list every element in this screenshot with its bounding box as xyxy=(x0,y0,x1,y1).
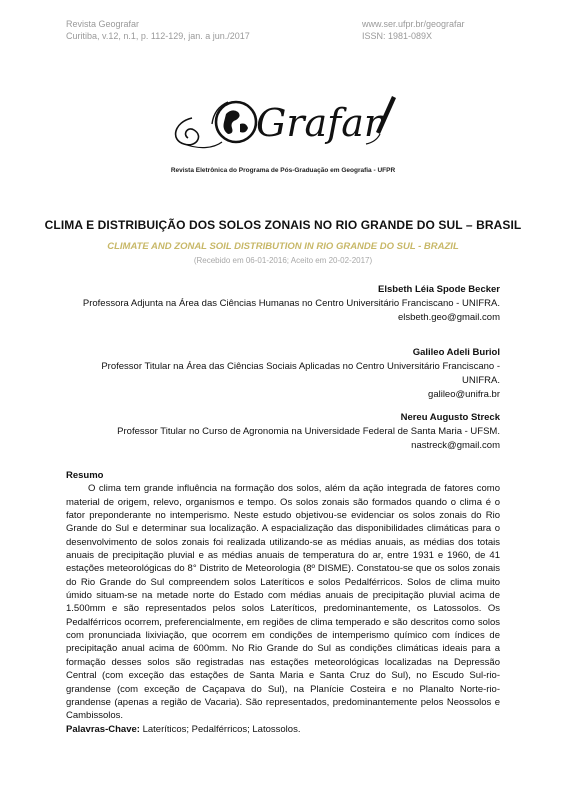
author-name: Galileo Adeli Buriol xyxy=(412,347,500,358)
article-title: CLIMA E DISTRIBUIÇÃO DOS SOLOS ZONAIS NO RIO GRANDE DO SUL – BRASIL xyxy=(44,218,522,232)
journal-url[interactable]: www.ser.ufpr.br/geografar xyxy=(362,19,465,29)
journal-issue: Curitiba, v.12, n.1, p. 112-129, jan. a jun./2017 xyxy=(66,31,250,41)
received-dates: (Recebido em 06-01-2016; Aceito em 20-02-2017) xyxy=(193,256,373,265)
abstract-heading: Resumo xyxy=(66,470,104,481)
author-block xyxy=(80,411,500,453)
journal-header xyxy=(66,18,250,42)
author-affiliation: Professor Titular no Curso de Agronomia na Universidade Federal de Santa Maria - UFSM. xyxy=(117,426,500,437)
journal-name: Revista Geografar xyxy=(66,19,140,29)
author-email[interactable]: galileo@unifra.br xyxy=(428,389,500,400)
journal-issn: ISSN: 1981-089X xyxy=(362,31,433,41)
keywords-label: Palavras-Chave: xyxy=(66,723,140,735)
journal-subtitle: Revista Eletrônica do Programa de Pós-Graduação em Geografia - UFPR xyxy=(170,167,396,174)
globe-icon xyxy=(216,102,256,142)
abstract-text: O clima tem grande influência na formação dos solos, além da ação integrada de fatores como material de origem, relevo, organismos e tempo. Os solos zonais são formados quando o clima é o fator preponderante no intemperismo. Neste estudo objetivou-se evidenciar os solos zonais do Rio Grande do Sul e determinar sua localização. A espacialização das disponibilidades climáticas para o desenvolvimento de solos zonais foi realizada utilizando-se as médias anuais, as médias dos totais anuais de precipitação pluvial e as médias anuais de temperatura do ar, entre 1931 e 1960, de 41 estações meteorológicas do 8° Distrito de Meteorologia (8º DISME). Constatou-se que os solos zonais do Rio Grande do Sul compreendem solos Lateríticos e solos Pedalférricos. Solos de clima muito úmido situam-se na metade norte do Estado com médias anuais de precipitação pluvial acima de 1.500mm e são representados pelos solos Lateríticos, predominantemente, os Latossolos. Os Pedalférricos ocorrem, preferencialmente, em regiões de clima temperado e são descritos como solos com pronunciada lixiviação, que ocorrem em condições de intemperismo químico com índices de precipitação anual acima de 600mm. No Rio Grande do Sul as condições climáticas ideais para a formação desses solos são registradas nas estações meteorológicas localizadas na Depressão Central (com exceção das estações de Santa Maria e Santa Cruz do Sul), no Escudo Sul-rio-grandense (com exceção de Caçapava do Sul), na Planície Costeira e no Planalto Norte-rio-grandense (apenas a região de Vacaria). São representados, predominantemente pelos Neossolos e Cambissolos. xyxy=(66,483,500,722)
author-name: Elsbeth Léia Spode Becker xyxy=(378,284,500,295)
author-affiliation: Professor Titular na Área das Ciências Sociais Aplicadas no Centro Universitário Franciscano - UNIFRA. xyxy=(101,361,500,386)
author-affiliation: Professora Adjunta na Área das Ciências Humanas no Centro Universitário Franciscano - UNIFRA. xyxy=(82,298,500,309)
keywords xyxy=(66,723,500,736)
author-block xyxy=(80,346,500,402)
author-name: Nereu Augusto Streck xyxy=(400,412,500,423)
journal-header-right xyxy=(362,18,465,42)
geografar-logo xyxy=(170,88,396,158)
keywords-list: Lateríticos; Pedalférricos; Latossolos. xyxy=(139,723,301,735)
logo-text: Grafar xyxy=(256,101,383,145)
author-email[interactable]: elsbeth.geo@gmail.com xyxy=(397,312,500,323)
author-email[interactable]: nastreck@gmail.com xyxy=(411,440,500,451)
abstract-section xyxy=(66,469,500,736)
author-block xyxy=(80,283,500,325)
article-title-english: CLIMATE AND ZONAL SOIL DISTRIBUTION IN RIO GRANDE DO SUL - BRAZIL xyxy=(107,241,459,252)
